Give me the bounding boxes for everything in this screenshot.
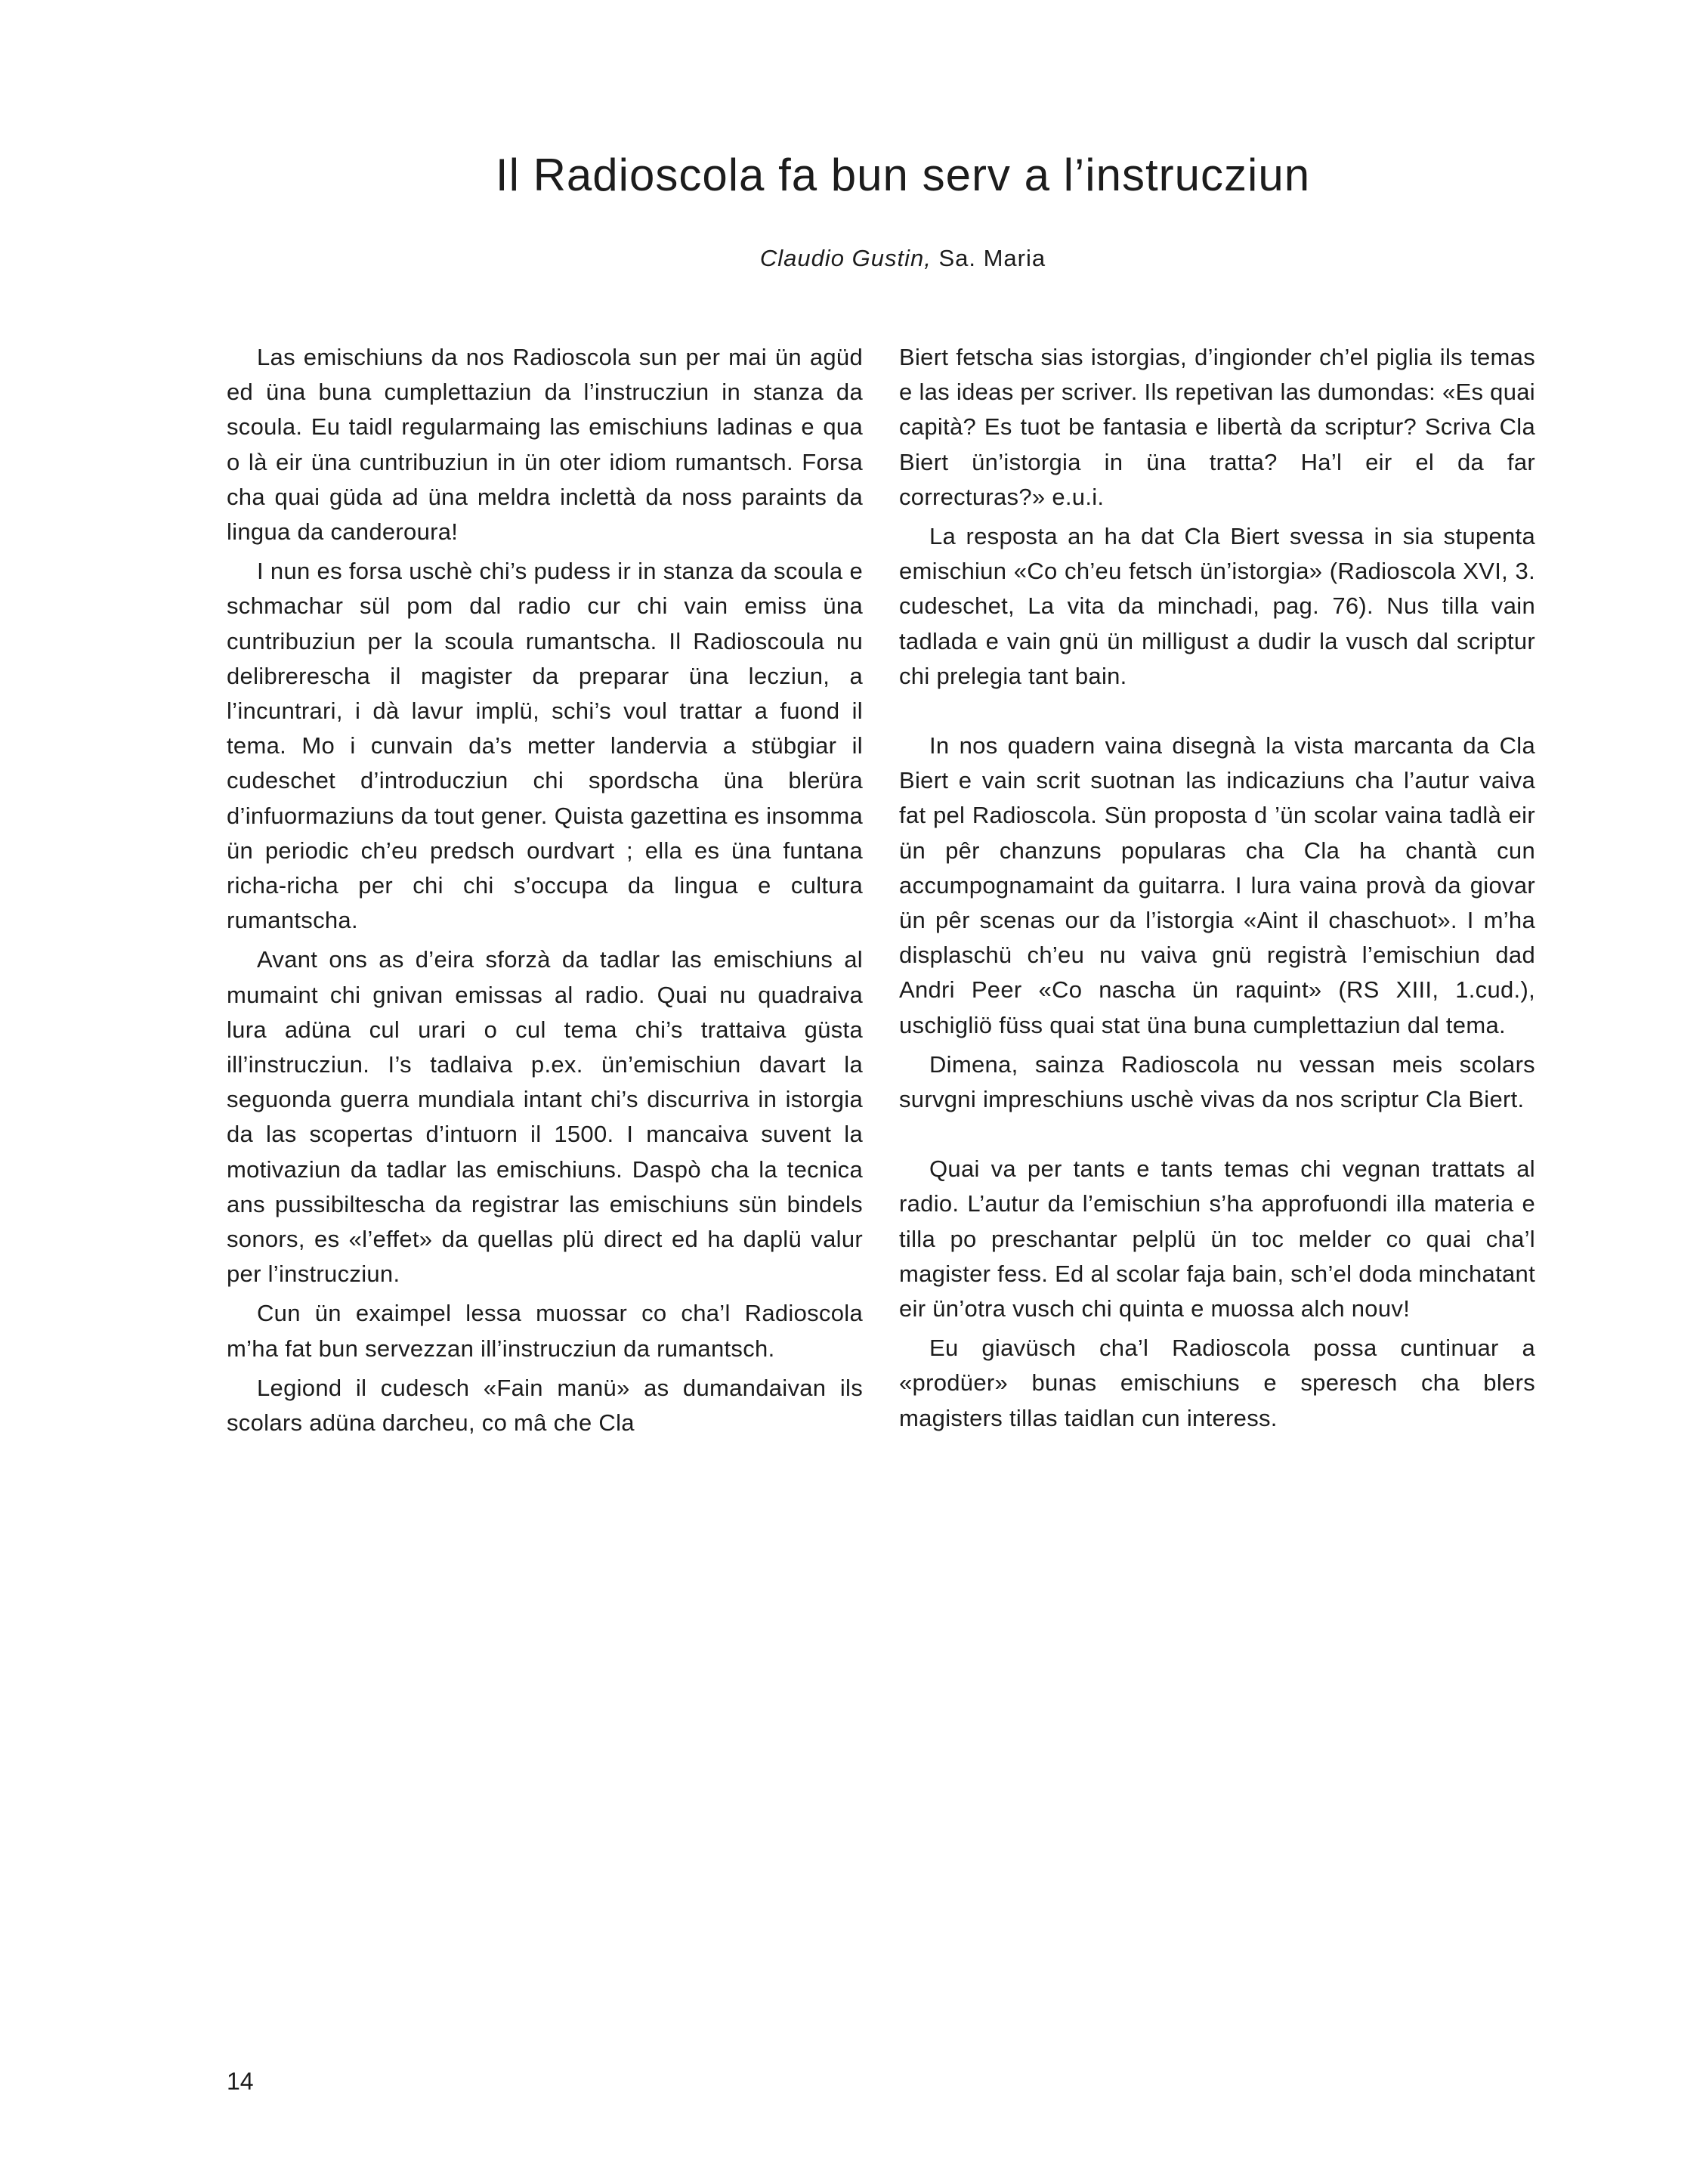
author-place: Sa. Maria <box>938 245 1046 271</box>
paragraph: In nos quadern vaina disegnà la vista marcanta da Cla Biert e vain scrit suotnan las indicaziuns cha l’autur vaiva fat pel Radioscola. Sün proposta d ’ün scolar vaina tadlà eir ün pêr chanzuns popularas cha Cla ha chantà cun accumpognamaint da guitarra. I lura vaina provà da giovar ün pêr scenas our da l’istorgia «Aint il chaschuot». I m’ha displaschü ch’eu nu vaiva gnü registrà l’emischiun dad Andri Peer «Co nascha ün raquint» (RS XIII, 1.cud.), uschigliö füss quai stat üna buna cumplettaziun dal tema. <box>899 732 1535 1038</box>
author-name: Claudio Gustin, <box>759 245 932 271</box>
left-column <box>227 340 863 1445</box>
paragraph: Avant ons as d’eira sforzà da tadlar las emischiuns al mumaint chi gnivan emissas al radio. Quai nu quadraiva lura adüna cul urari o cul tema chi’s trattaiva güsta ill’instrucziun. I’s tadlaiva p.ex. ün’emischiun davart la seguonda guerra mundiala intant chi’s discurriva in istorgia da las scopertas d’intuorn il 1500. I mancaiva suvent la motivaziun da tadlar las emischiuns. Daspò cha la tecnica ans pussibiltescha da registrar las emischiuns sün bindels sonors, es «l’effet» da quellas plü direct ed ha daplü valur per l’instrucziun. <box>227 946 863 1288</box>
paragraph: Dimena, sainza Radioscola nu vessan meis scolars survgni impreschiuns uschè vivas da nos scriptur Cla Biert. <box>899 1050 1535 1113</box>
paragraph: Las emischiuns da nos Radioscola sun per mai ün agüd ed üna buna cumplettaziun da l’instrucziun in stanza da scoula. Eu taidl regularmaing las emischiuns ladinas e qua o là eir üna cuntribuziun in ün oter idiom rumantsch. Forsa cha quai güda ad üna meldra inclettà da noss paraints da lingua da canderoura! <box>227 344 863 546</box>
paragraph: Quai va per tants e tants temas chi vegnan trattats al radio. L’autur da l’emischiun s’ha approfuondi illa materia e tilla po preschantar pelplü ün toc melder co quai cha’l magister fess. Ed al scolar faja bain, sch’el doda minchatant eir ün’otra vusch chi quinta e muossa alch nouv! <box>899 1155 1535 1322</box>
article-title: Il Radioscola fa bun serv a l’instrucziun <box>495 150 1311 200</box>
paragraph: Biert fetscha sias istorgias, d’ingionder ch’el piglia ils temas e las ideas per scriver. Ils repetivan las dumondas: «Es quai capità? Es tuot be fantasia e libertà da scriptur? Scriva Cla Biert ün’istorgia in üna tratta? Ha’l eir el da far correcturas?» e.u.i. <box>899 344 1535 510</box>
byline <box>227 243 1579 274</box>
paragraph: Cun ün exaimpel lessa muossar co cha’l Radioscola m’ha fat bun servezzan ill’instrucziun da rumantsch. <box>227 1300 863 1362</box>
page-number: 14 <box>227 2068 254 2095</box>
paragraph: Legiond il cudesch «Fain manü» as dumandaivan ils scolars adüna darcheu, co mâ che Cla <box>227 1374 863 1437</box>
right-column <box>899 340 1535 1440</box>
paragraph: La resposta an ha dat Cla Biert svessa in sia stupenta emischiun «Co ch’eu fetsch ün’istorgia» (Radioscola XVI, 3. cudeschet, La vita da minchadi, pag. 76). Nus tilla vain tadlada e vain gnü ün milligust a dudir la vusch dal scriptur chi prelegia tant bain. <box>899 523 1535 689</box>
paragraph: I nun es forsa uschè chi’s pudess ir in stanza da scoula e schmachar sül pom dal radio cur chi vain emiss üna cuntribuziun per la scoula rumantscha. Il Radioscoula nu delibrerescha il magister da preparar üna lecziun, a l’incuntrari, i dà lavur implü, schi’s voul trattar a fuond il tema. Mo i cunvain da’s metter landervia a stübgiar il cudeschet d’introducziun chi spordscha üna blerüra d’infuormaziuns da tout gener. Quista gazettina es insomma ün periodic ch’eu predsch ourdvart ; ella es üna funtana richa-richa per chi chi s’occupa da lingua e cultura rumantscha. <box>227 558 863 934</box>
paragraph: Eu giavüsch cha’l Radioscola possa cuntinuar a «prodüer» bunas emischiuns e speresch cha blers magisters tillas taidlan cun interess. <box>899 1335 1535 1431</box>
